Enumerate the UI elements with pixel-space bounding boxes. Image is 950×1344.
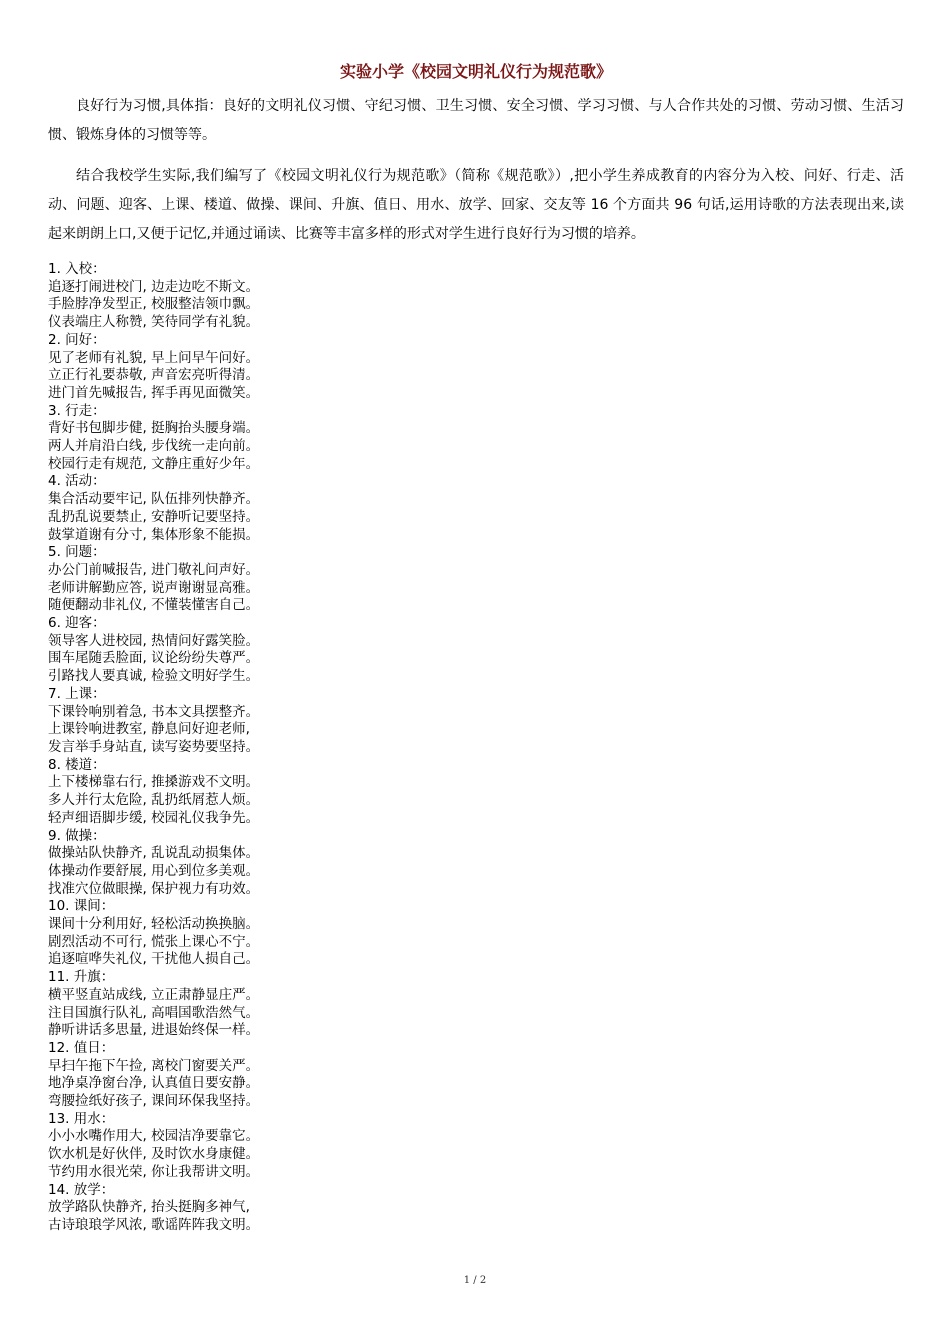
verse-line: 节约用水很光荣, 你让我帮讲文明。 [48, 1163, 260, 1180]
section-heading: 10. 课间： [48, 898, 115, 915]
section-heading: 13. 用水： [48, 1110, 115, 1127]
verse-line: 老师讲解勤应答, 说声谢谢显高雅。 [48, 579, 260, 596]
verse-section [48, 261, 904, 332]
verse-line: 立正行礼要恭敬, 声音宏亮听得清。 [48, 367, 260, 384]
verse-line: 围车尾随丢脸面, 议论纷纷失尊严。 [48, 650, 260, 667]
verse-line: 手脸脖净发型正, 校服整洁领巾飘。 [48, 296, 260, 313]
verse-line: 饮水机是好伙伴, 及时饮水身康健。 [48, 1146, 260, 1163]
verse-section [48, 1111, 904, 1182]
verse-list [48, 261, 904, 1235]
verse-line: 多人并行太危险, 乱扔纸屑惹人烦。 [48, 792, 260, 809]
verse-section [48, 1040, 904, 1111]
verse-line: 乱扔乱说要禁止, 安静听记要坚持。 [48, 508, 260, 525]
verse-line: 课间十分利用好, 轻松活动换换脑。 [48, 916, 260, 933]
verse-line: 上课铃响进教室, 静息问好迎老师, [48, 721, 250, 738]
verse-section [48, 1182, 904, 1235]
verse-line: 随便翻动非礼仪, 不懂装懂害自己。 [48, 597, 260, 614]
section-heading: 2. 问好： [48, 331, 106, 348]
page-number: 1 / 2 [463, 1275, 487, 1286]
document-title: 实验小学《校园文明礼仪行为规范歌》 [339, 62, 612, 81]
verse-line: 地净桌净窗台净, 认真值日要安静。 [48, 1075, 260, 1092]
verse-section [48, 473, 904, 544]
verse-line: 追逐喧哗失礼仪, 干扰他人损自己。 [48, 951, 260, 968]
verse-line: 办公门前喊报告, 进门敬礼问声好。 [48, 561, 260, 578]
verse-section [48, 828, 904, 899]
verse-line: 背好书包脚步健, 挺胸抬头腰身端。 [48, 420, 260, 437]
section-heading: 6. 迎客： [48, 615, 106, 632]
verse-line: 校园行走有规范, 文静庄重好少年。 [48, 455, 260, 472]
verse-line: 轻声细语脚步缓, 校园礼仪我争先。 [48, 809, 260, 826]
verse-line: 下课铃响别着急, 书本文具摆整齐。 [48, 703, 260, 720]
verse-line: 仪表端庄人称赞, 笑待同学有礼貌。 [48, 314, 260, 331]
verse-line: 两人并肩沿白线, 步伐统一走向前。 [48, 438, 260, 455]
verse-line: 弯腰捡纸好孩子, 课间环保我坚持。 [48, 1093, 260, 1110]
verse-line: 注目国旗行队礼, 高唱国歌浩然气。 [48, 1004, 260, 1021]
verse-section [48, 403, 904, 474]
verse-line: 找准穴位做眼操, 保护视力有功效。 [48, 880, 260, 897]
section-heading: 3. 行走： [48, 402, 106, 419]
verse-line: 领导客人进校园, 热情问好露笑脸。 [48, 632, 260, 649]
section-heading: 7. 上课： [48, 685, 106, 702]
verse-line: 古诗琅琅学风浓, 歌谣阵阵我文明。 [48, 1216, 260, 1233]
verse-line: 集合活动要牢记, 队伍排列快静齐。 [48, 491, 260, 508]
section-heading: 9. 做操： [48, 827, 106, 844]
section-heading: 4. 活动： [48, 473, 106, 490]
verse-line: 小小水嘴作用大, 校园洁净要靠它。 [48, 1128, 260, 1145]
verse-section [48, 332, 904, 403]
verse-line: 静听讲话多思量, 进退始终保一样。 [48, 1022, 260, 1039]
intro-paragraph: 良好行为习惯,具体指：良好的文明礼仪习惯、守纪习惯、卫生习惯、安全习惯、学习习惯、与人合作共处的习惯、劳动习惯、生活习惯、锻炼身体的习惯等等。 [48, 98, 904, 143]
verse-line: 进门首先喊报告, 挥手再见面微笑。 [48, 384, 260, 401]
verse-line: 横平竖直站成线, 立正肃静显庄严。 [48, 986, 260, 1003]
verse-line: 引路找人要真诚, 检验文明好学生。 [48, 668, 260, 685]
verse-line: 体操动作要舒展, 用心到位多美观。 [48, 862, 260, 879]
verse-section [48, 544, 904, 615]
section-heading: 8. 楼道： [48, 756, 106, 773]
document-page [48, 0, 904, 1235]
verse-section [48, 898, 904, 969]
verse-line: 放学路队快静齐, 抬头挺胸多神气, [48, 1199, 250, 1216]
section-heading: 14. 放学： [48, 1181, 115, 1198]
verse-line: 早扫午拖下午捡, 离校门窗要关严。 [48, 1057, 260, 1074]
verse-line: 见了老师有礼貌, 早上问早午问好。 [48, 349, 260, 366]
verse-line: 追逐打闹进校门, 边走边吃不斯文。 [48, 278, 260, 295]
section-heading: 12. 值日： [48, 1039, 115, 1056]
verse-section [48, 969, 904, 1040]
verse-line: 做操站队快静齐, 乱说乱动损集体。 [48, 845, 260, 862]
section-heading: 1. 入校： [48, 261, 106, 277]
verse-line: 鼓掌道谢有分寸, 集体形象不能损。 [48, 526, 260, 543]
section-heading: 5. 问题： [48, 544, 106, 561]
verse-line: 剧烈活动不可行, 慌张上课心不宁。 [48, 933, 260, 950]
section-heading: 11. 升旗： [48, 969, 115, 986]
verse-section [48, 686, 904, 757]
verse-line: 上下楼梯靠右行, 推搡游戏不文明。 [48, 774, 260, 791]
verse-line: 发言举手身站直, 读写姿势要坚持。 [48, 738, 260, 755]
verse-section [48, 757, 904, 828]
verse-section [48, 615, 904, 686]
intro-text [48, 92, 904, 249]
intro-paragraph: 结合我校学生实际,我们编写了《校园文明礼仪行为规范歌》（简称《规范歌》）,把小学生养成教育的内容分为入校、问好、行走、活动、问题、迎客、上课、楼道、做操、课间、升旗、值日、用水、放学、回家、交友等 16 个方面共 96 句话,运用诗歌的方法表现出来,读起来朗朗上口,又便于记忆,并通过诵读、比赛等丰富多样的形式对学生进行良好行为习惯的培养。 [48, 168, 904, 242]
